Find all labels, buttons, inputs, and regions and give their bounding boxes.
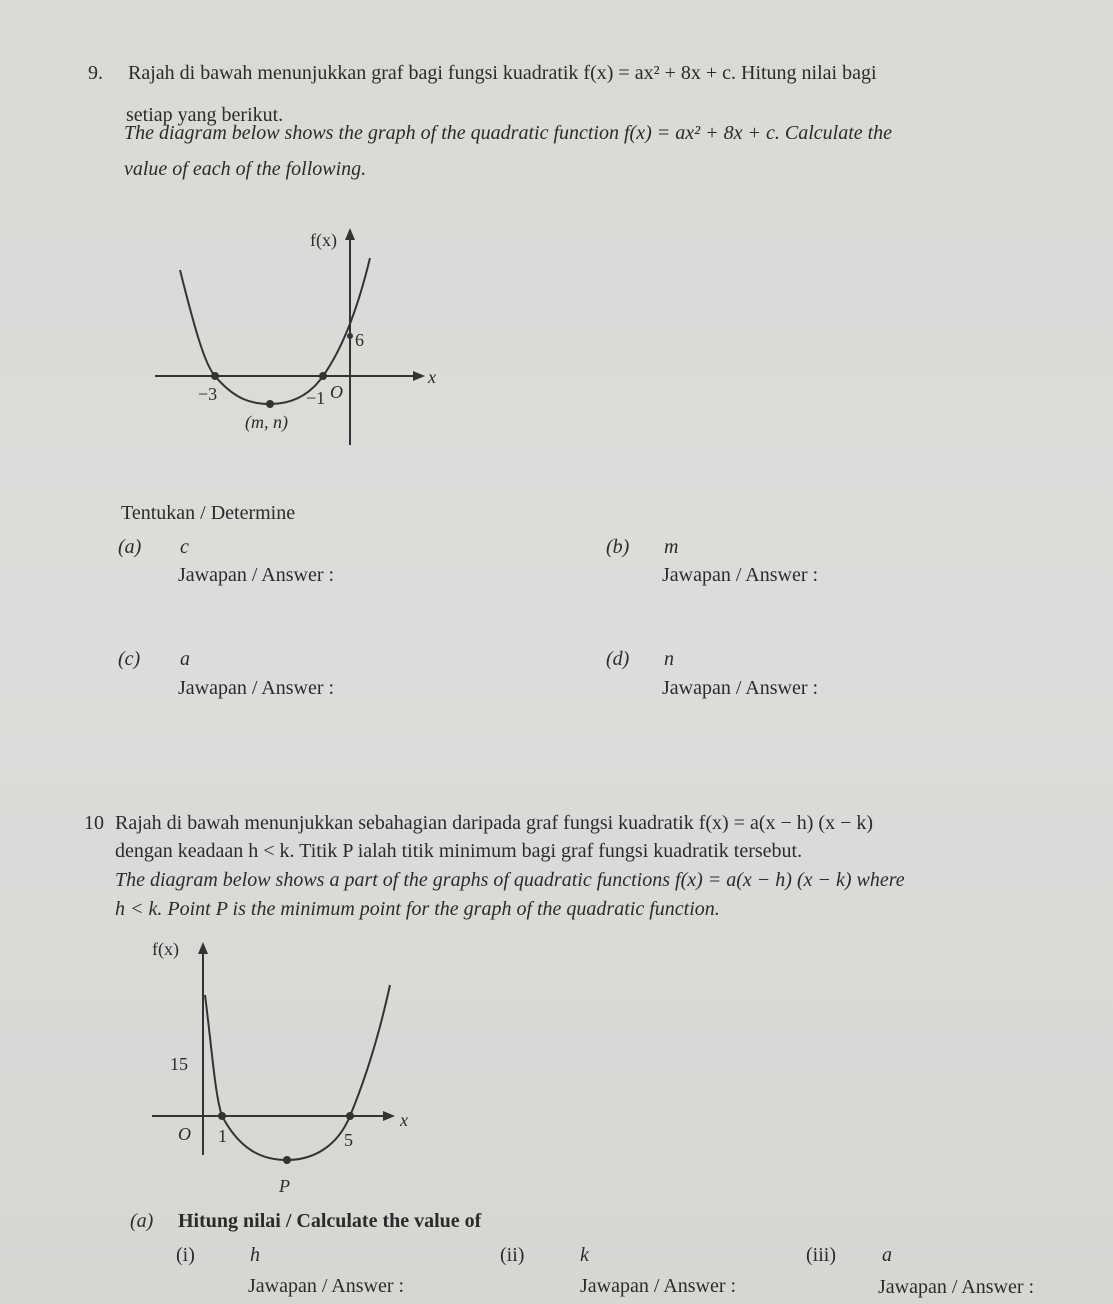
q9-point-yint bbox=[347, 333, 353, 339]
q10-point-root2 bbox=[346, 1112, 354, 1120]
q9-x-arrow bbox=[413, 371, 425, 381]
q10-p-label: P bbox=[279, 1176, 290, 1196]
subpart-label: (ii) bbox=[500, 1244, 525, 1266]
answer-label: Jawapan / Answer : bbox=[580, 1275, 737, 1297]
q10-english-line1: The diagram below shows a part of the graphs of quadratic functions f(x) = a(x − h) (x − k) where bbox=[115, 869, 905, 891]
q9-x-label: x bbox=[428, 367, 436, 387]
subpart-label: (iii) bbox=[806, 1244, 836, 1266]
part-label: (a) bbox=[130, 1210, 154, 1232]
q9-malay-line1: Rajah di bawah menunjukkan graf bagi fungsi kuadratik f(x) = ax² + 8x + c. Hitung nilai bagi bbox=[128, 62, 877, 84]
q9-number: 9. bbox=[88, 62, 103, 84]
part-label: (d) bbox=[606, 648, 630, 670]
q10-graph bbox=[152, 939, 408, 1196]
q10-y-intercept: 15 bbox=[170, 1054, 188, 1074]
q10-y-arrow bbox=[198, 942, 208, 954]
answer-label: Jawapan / Answer : bbox=[178, 677, 335, 699]
part-label: (c) bbox=[118, 648, 141, 670]
q10-x-label: x bbox=[400, 1110, 408, 1130]
subpart-var: h bbox=[250, 1244, 260, 1266]
part-var: m bbox=[664, 536, 679, 558]
answer-label: Jawapan / Answer : bbox=[662, 564, 819, 586]
q10-number: 10 bbox=[84, 812, 104, 834]
q9-vertex-label: (m, n) bbox=[245, 412, 288, 432]
q10-english-line2: h < k. Point P is the minimum point for the graph of the quadratic function. bbox=[115, 898, 720, 920]
q9-root2: −1 bbox=[306, 388, 326, 408]
part-a-text: Hitung nilai / Calculate the value of bbox=[178, 1210, 482, 1232]
q10-malay-line1: Rajah di bawah menunjukkan sebahagian daripada graf fungsi kuadratik f(x) = a(x − h) (x − k) bbox=[115, 812, 874, 834]
q9-root1: −3 bbox=[198, 384, 218, 404]
q9-y-label: f(x) bbox=[310, 230, 337, 250]
q10-x-arrow bbox=[383, 1111, 395, 1121]
q10-origin: O bbox=[178, 1124, 191, 1144]
q9-english-line2: value of each of the following. bbox=[124, 158, 367, 180]
q10-root2: 5 bbox=[344, 1130, 353, 1150]
answer-label: Jawapan / Answer : bbox=[878, 1276, 1035, 1298]
answer-label: Jawapan / Answer : bbox=[248, 1275, 405, 1297]
q10-root1: 1 bbox=[218, 1126, 227, 1146]
part-var: n bbox=[664, 648, 674, 670]
q10-malay-line2: dengan keadaan h < k. Titik P ialah titik minimum bagi graf fungsi kuadratik tersebut. bbox=[115, 840, 803, 862]
q9-english-line1: The diagram below shows the graph of the quadratic function f(x) = ax² + 8x + c. Calculate the bbox=[124, 122, 893, 144]
subpart-label: (i) bbox=[176, 1244, 195, 1266]
part-label: (b) bbox=[606, 536, 630, 558]
q9-y-arrow bbox=[345, 228, 355, 240]
q9-point-root2 bbox=[319, 372, 327, 380]
answer-label: Jawapan / Answer : bbox=[178, 564, 335, 586]
q10-point-p bbox=[283, 1156, 291, 1164]
q10-curve bbox=[205, 985, 390, 1160]
part-label: (a) bbox=[118, 536, 142, 558]
q10-y-label: f(x) bbox=[152, 939, 179, 959]
q9-determine: Tentukan / Determine bbox=[121, 502, 296, 524]
q9-point-vertex bbox=[266, 400, 274, 408]
answer-label: Jawapan / Answer : bbox=[662, 677, 819, 699]
q9-point-root1 bbox=[211, 372, 219, 380]
part-var: c bbox=[180, 536, 189, 558]
subpart-var: a bbox=[882, 1244, 892, 1266]
q9-y-intercept: 6 bbox=[355, 330, 364, 350]
q9-malay-line2: setiap yang berikut. bbox=[126, 104, 284, 126]
q9-origin: O bbox=[330, 382, 343, 402]
q9-graph bbox=[155, 228, 436, 445]
part-var: a bbox=[180, 648, 190, 670]
subpart-var: k bbox=[580, 1244, 589, 1266]
q10-point-root1 bbox=[218, 1112, 226, 1120]
